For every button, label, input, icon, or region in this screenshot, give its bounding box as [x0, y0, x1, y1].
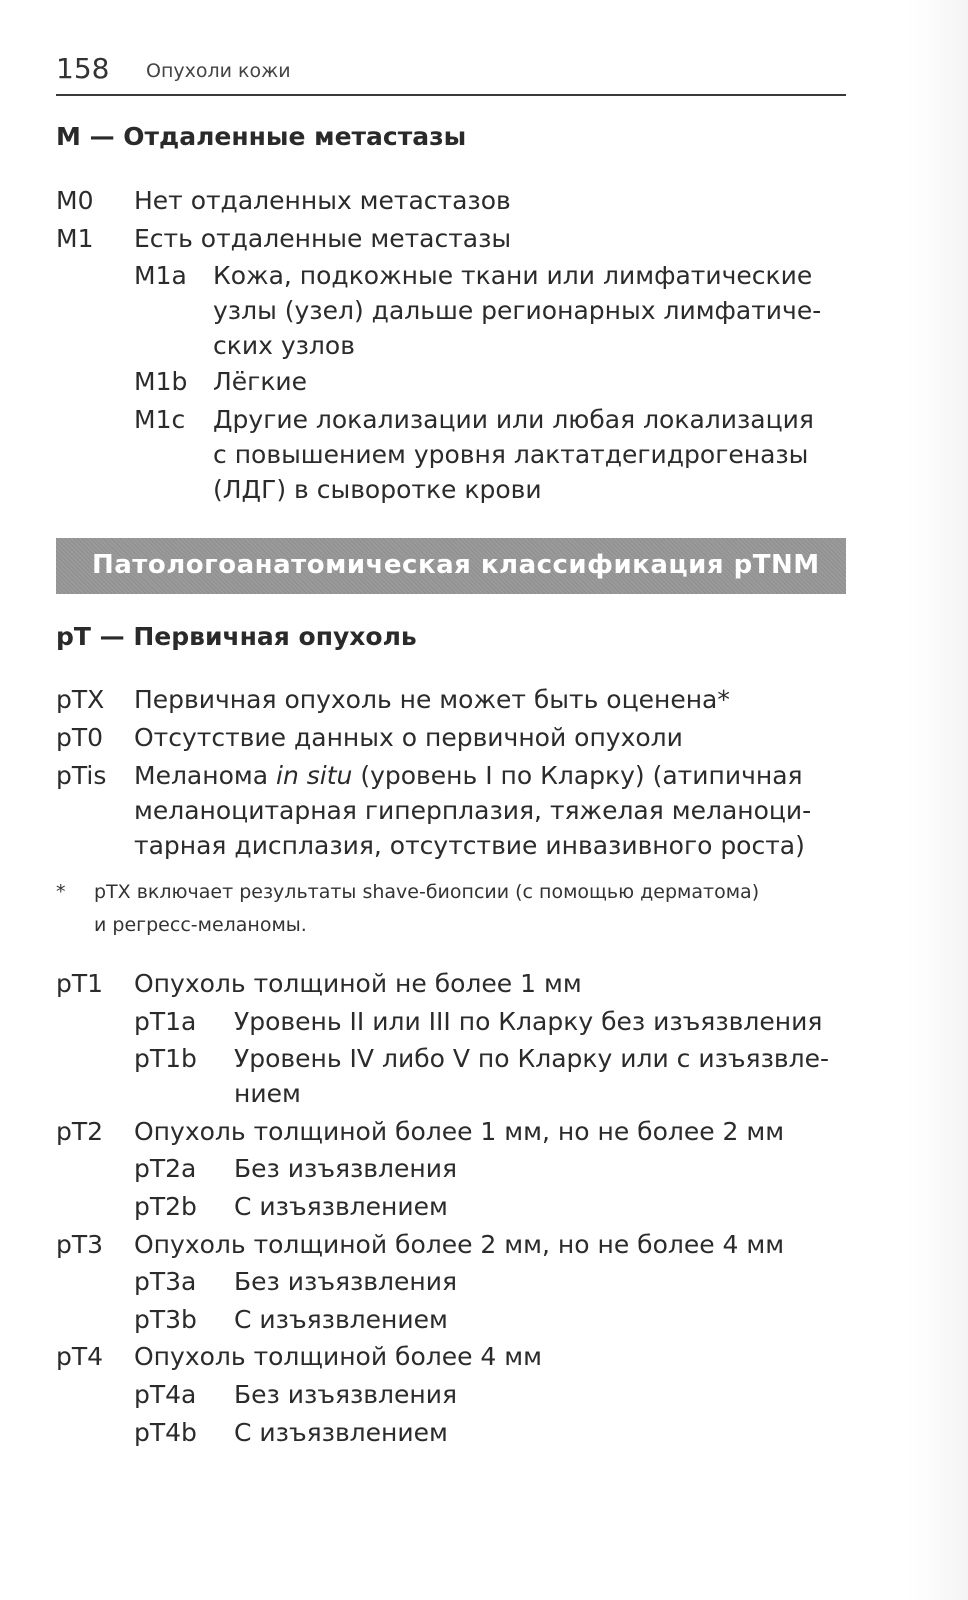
footnote-marker: * — [56, 881, 66, 903]
row-code: M0 — [56, 186, 94, 215]
row-text: нием — [234, 1079, 301, 1108]
row-code: pT0 — [56, 723, 104, 752]
row-code: pT2a — [134, 1154, 197, 1183]
row-code: M1b — [134, 367, 188, 396]
row-text: с повышением уровня лактатдегидрогеназы — [213, 440, 809, 469]
row-text: С изъязвлением — [234, 1305, 448, 1334]
row-text: Уровень II или III по Кларку без изъязвления — [234, 1007, 823, 1036]
row-text: Опухоль толщиной более 1 мм, но не более 2 мм — [134, 1117, 785, 1146]
row-text: Уровень IV либо V по Кларку или с изъязвле- — [234, 1044, 830, 1073]
row-text: С изъязвлением — [234, 1418, 448, 1447]
row-text: С изъязвлением — [234, 1192, 448, 1221]
row-code: pT2b — [134, 1192, 197, 1221]
row-text: узлы (узел) дальше регионарных лимфатиче- — [213, 296, 822, 325]
row-text: Есть отдаленные метастазы — [134, 224, 512, 253]
row-code: pT1b — [134, 1044, 197, 1073]
band-title: Патологоанатомическая классификация pTNM — [92, 550, 820, 580]
text-segment: (уровень I по Кларку) (атипичная — [352, 761, 803, 790]
row-text: (ЛДГ) в сыворотке крови — [213, 475, 542, 504]
row-text: Нет отдаленных метастазов — [134, 186, 511, 215]
pt-section-heading: pT — Первичная опухоль — [56, 622, 417, 651]
row-text: Кожа, подкожные ткани или лимфатические — [213, 261, 813, 290]
row-text: Опухоль толщиной более 4 мм — [134, 1342, 543, 1371]
row-text: тарная дисплазия, отсутствие инвазивного роста) — [134, 831, 805, 860]
row-code: M1a — [134, 261, 187, 290]
running-head — [56, 50, 846, 96]
row-code: M1 — [56, 224, 94, 253]
row-code: pT3 — [56, 1230, 104, 1259]
row-code: pT3b — [134, 1305, 197, 1334]
row-code: M1c — [134, 405, 186, 434]
row-text — [134, 758, 803, 793]
row-text: ских узлов — [213, 331, 355, 360]
row-code: pT3a — [134, 1267, 197, 1296]
row-text: Первичная опухоль не может быть оценена* — [134, 685, 730, 714]
row-code: pT4 — [56, 1342, 104, 1371]
m-section-heading: M — Отдаленные метастазы — [56, 122, 467, 151]
row-text: Опухоль толщиной более 2 мм, но не более 4 мм — [134, 1230, 785, 1259]
row-text: Лёгкие — [213, 367, 308, 396]
row-text: Без изъязвления — [234, 1380, 458, 1409]
row-text: Опухоль толщиной не более 1 мм — [134, 969, 582, 998]
row-code: pT1a — [134, 1007, 197, 1036]
italic-term: in situ — [276, 761, 353, 790]
row-code: pTX — [56, 685, 105, 714]
row-code: pT4b — [134, 1418, 197, 1447]
row-text: Другие локализации или любая локализация — [213, 405, 814, 434]
row-text: Отсутствие данных о первичной опухоли — [134, 723, 683, 752]
section-band — [56, 538, 846, 594]
row-code: pT2 — [56, 1117, 104, 1146]
row-text: меланоцитарная гиперплазия, тяжелая меланоци- — [134, 796, 812, 825]
footnote-line: и регресс-меланомы. — [94, 914, 307, 936]
row-text: Без изъязвления — [234, 1154, 458, 1183]
running-title: Опухоли кожи — [146, 60, 291, 82]
page-number: 158 — [56, 52, 110, 85]
page-edge-shadow — [908, 0, 968, 1600]
footnote-line: pTX включает результаты shave-биопсии (с помощью дерматома) — [94, 881, 760, 903]
row-code: pT4a — [134, 1380, 197, 1409]
row-code: pT1 — [56, 969, 104, 998]
row-text: Без изъязвления — [234, 1267, 458, 1296]
row-code: pTis — [56, 761, 107, 790]
text-segment: Меланома — [134, 761, 277, 790]
